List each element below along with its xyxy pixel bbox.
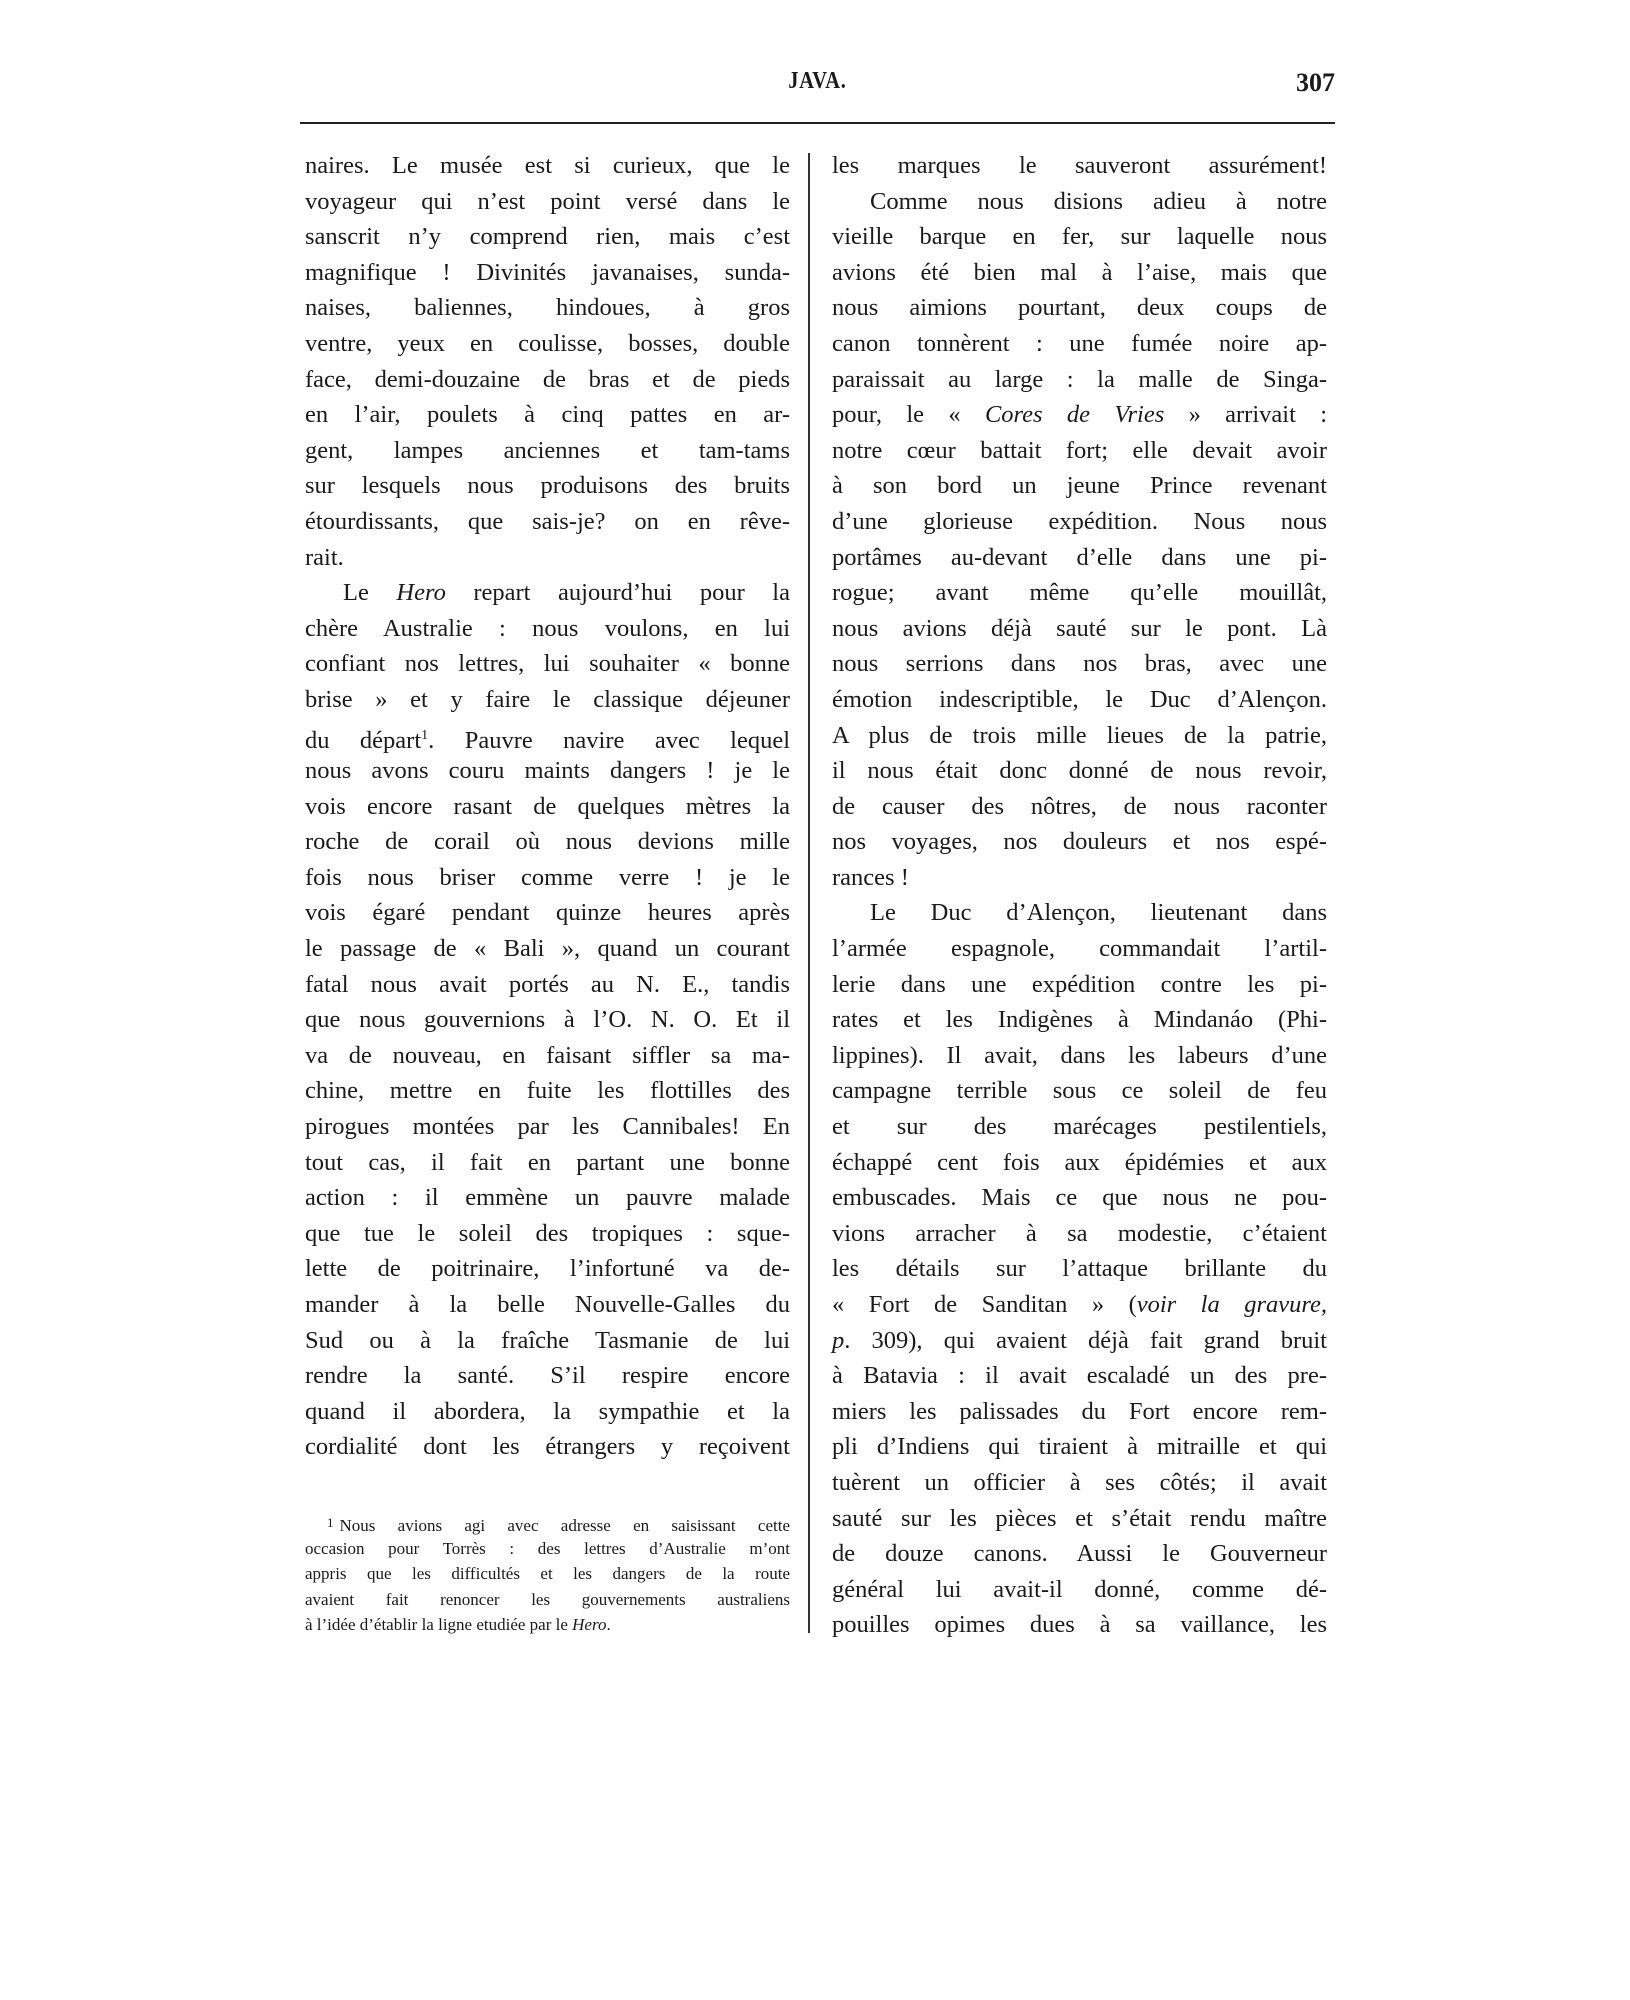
text-line: sanscrit n’y comprend rien, mais c’est: [305, 223, 790, 251]
text-line: vois égaré pendant quinze heures après: [305, 899, 790, 927]
text-line: embuscades. Mais ce que nous ne pou-: [832, 1184, 1327, 1212]
text-line: tuèrent un officier à ses côtés; il avait: [832, 1468, 1327, 1496]
text-line: naires. Le musée est si curieux, que le: [305, 152, 790, 179]
text-line: portâmes au-devant d’elle dans une pi-: [832, 543, 1327, 571]
text-line: cordialité dont les étrangers y reçoivent: [305, 1433, 790, 1461]
text-line: émotion indescriptible, le Duc d’Alençon.: [832, 685, 1327, 713]
text-line: face, demi-douzaine de bras et de pieds: [305, 365, 790, 393]
text-line: les marques le sauveront assurément!: [832, 152, 1327, 179]
ship-name-hero: Hero: [572, 1615, 607, 1634]
text-line: notre cœur battait fort; elle devait avoir: [832, 436, 1327, 464]
running-title: JAVA.: [788, 68, 847, 94]
text-line: [832, 1323, 1327, 1359]
text-line: nous avions déjà sauté sur le pont. Là: [832, 614, 1327, 642]
text-line: lerie dans une expédition contre les pi-: [832, 970, 1327, 998]
ship-name-hero: Hero: [396, 579, 446, 607]
page-number: 307: [1296, 68, 1335, 97]
left-column: [305, 148, 790, 1465]
text-line: pirogues montées par les Cannibales! En: [305, 1113, 790, 1141]
text-line: le passage de « Bali », quand un courant: [305, 935, 790, 963]
text-line: échappé cent fois aux épidémies et aux: [832, 1148, 1327, 1176]
footnote-reference[interactable]: 1: [421, 727, 429, 743]
text-line: étourdissants, que sais-je? on en rêve-: [305, 507, 790, 535]
text-line: de causer des nôtres, de nous raconter: [832, 792, 1327, 820]
text-line: vions arracher à sa modestie, c’étaient: [832, 1219, 1327, 1247]
text-line: chère Australie : nous voulons, en lui: [305, 614, 790, 642]
text-line: miers les palissades du Fort encore rem-: [832, 1397, 1327, 1425]
footnote: [305, 1510, 790, 1638]
text-run: . 309), qui avaient déjà fait grand bruit: [844, 1326, 1327, 1354]
text-line: à Batavia : il avait escaladé un des pre-: [832, 1362, 1327, 1390]
text-line: d’une glorieuse expédition. Nous nous: [832, 507, 1327, 535]
text-line: nous aimions pourtant, deux coups de: [832, 294, 1327, 322]
text-line: Sud ou à la fraîche Tasmanie de lui: [305, 1326, 790, 1354]
text-run: du départ: [305, 726, 422, 754]
paragraph-start-line: Comme nous disions adieu à notre: [870, 187, 1327, 215]
footnote-line: appris que les difficultés et les dangers de la route: [305, 1564, 790, 1583]
text-line: rait.: [305, 543, 344, 571]
text-line: [832, 1287, 1327, 1323]
text-line: ventre, yeux en coulisse, bosses, double: [305, 329, 790, 357]
text-run: .: [606, 1615, 611, 1634]
cross-reference: p: [832, 1326, 845, 1354]
text-line: vieille barque en fer, sur laquelle nous: [832, 223, 1327, 251]
text-line: sauté sur les pièces et s’était rendu maître: [832, 1504, 1327, 1532]
text-line: pouilles opimes dues à sa vaillance, les: [832, 1611, 1327, 1639]
text-line: nous serrions dans nos bras, avec une: [832, 650, 1327, 678]
text-line: canon tonnèrent : une fumée noire ap-: [832, 329, 1327, 357]
text-line: chine, mettre en fuite les flottilles des: [305, 1077, 790, 1105]
text-line: fatal nous avait portés au N. E., tandis: [305, 970, 790, 998]
header-rule: [300, 122, 1335, 124]
footnote-line: avaient fait renoncer les gouvernements australiens: [305, 1589, 790, 1609]
footnote-line: [305, 1510, 790, 1536]
text-line: [832, 397, 1327, 433]
text-line: mander à la belle Nouvelle-Galles du: [305, 1291, 790, 1318]
text-line: en l’air, poulets à cinq pattes en ar-: [305, 401, 790, 429]
text-line: nos voyages, nos douleurs et nos espé-: [832, 828, 1327, 856]
text-line: vois encore rasant de quelques mètres la: [305, 792, 790, 820]
text-line: confiant nos lettres, lui souhaiter « bonne: [305, 650, 790, 678]
text-line: roche de corail où nous devions mille: [305, 828, 790, 856]
text-line-with-footnote-ref: [305, 718, 790, 754]
text-run: « Fort de Sanditan » (: [832, 1291, 1137, 1318]
text-line: rogue; avant même qu’elle mouillât,: [832, 579, 1327, 607]
text-run: » arrivait :: [1164, 401, 1328, 429]
text-line: nous avons couru maints dangers ! je le: [305, 757, 790, 785]
text-line: paraissait au large : la malle de Singa-: [832, 365, 1327, 393]
text-line: gent, lampes anciennes et tam-tams: [305, 436, 790, 464]
text-run: . Pauvre navire avec lequel: [428, 726, 791, 754]
text-line: que tue le soleil des tropiques : sque-: [305, 1219, 790, 1247]
text-line: pli d’Indiens qui tiraient à mitraille et qui: [832, 1433, 1327, 1461]
text-line: fois nous briser comme verre ! je le: [305, 863, 790, 891]
text-line: général lui avait-il donné, comme dé-: [832, 1575, 1327, 1603]
text-line: quand il abordera, la sympathie et la: [305, 1397, 790, 1425]
text-line: lette de poitrinaire, l’infortuné va de-: [305, 1255, 790, 1283]
cross-reference: voir la gravure,: [1136, 1291, 1327, 1318]
text-line: voyageur qui n’est point versé dans le: [305, 187, 790, 215]
text-run: pour, le «: [832, 401, 985, 429]
text-line: rances !: [832, 863, 909, 891]
running-head: [300, 68, 1335, 108]
footnote-line: [305, 1612, 790, 1638]
ship-name-cores-de-vries: Cores de Vries: [984, 401, 1165, 429]
text-run: Nous avions agi avec adresse en saisissant cette: [339, 1516, 790, 1535]
text-run: à l’idée d’établir la ligne etudiée par le: [305, 1615, 573, 1634]
text-line: lippines). Il avait, dans les labeurs d’une: [832, 1041, 1327, 1069]
text-run: repart aujourd’hui pour la: [445, 579, 790, 607]
text-line: campagne terrible sous ce soleil de feu: [832, 1077, 1327, 1105]
footnote-number: 1: [327, 1515, 334, 1530]
text-run: Le: [343, 579, 397, 607]
text-line: rendre la santé. S’il respire encore: [305, 1362, 790, 1390]
paragraph-start-line: [305, 575, 790, 611]
text-line: brise » et y faire le classique déjeuner: [305, 685, 790, 713]
text-line: de douze canons. Aussi le Gouverneur: [832, 1540, 1327, 1568]
text-line: rates et les Indigènes à Mindanáo (Phi-: [832, 1006, 1327, 1034]
right-column: [832, 148, 1327, 1643]
text-line: que nous gouvernions à l’O. N. O. Et il: [305, 1006, 790, 1034]
text-line: va de nouveau, en faisant siffler sa ma-: [305, 1041, 790, 1069]
column-divider: [808, 153, 810, 1633]
text-line: les détails sur l’attaque brillante du: [832, 1255, 1327, 1283]
text-line: à son bord un jeune Prince revenant: [832, 472, 1327, 500]
text-line: naises, baliennes, hindoues, à gros: [305, 294, 790, 322]
text-line: avions été bien mal à l’aise, mais que: [832, 258, 1327, 286]
text-line: A plus de trois mille lieues de la patrie,: [832, 721, 1327, 749]
text-line: et sur des marécages pestilentiels,: [832, 1113, 1327, 1141]
text-line: il nous était donc donné de nous revoir,: [832, 757, 1327, 785]
text-line: l’armée espagnole, commandait l’artil-: [832, 935, 1327, 963]
text-line: magnifique ! Divinités javanaises, sunda-: [305, 258, 790, 286]
text-line: tout cas, il fait en partant une bonne: [305, 1148, 790, 1176]
paragraph-start-line: Le Duc d’Alençon, lieutenant dans: [870, 899, 1327, 927]
footnote-line: occasion pour Torrès : des lettres d’Australie m’ont: [305, 1538, 790, 1558]
text-line: action : il emmène un pauvre malade: [305, 1184, 790, 1212]
text-line: sur lesquels nous produisons des bruits: [305, 472, 790, 500]
